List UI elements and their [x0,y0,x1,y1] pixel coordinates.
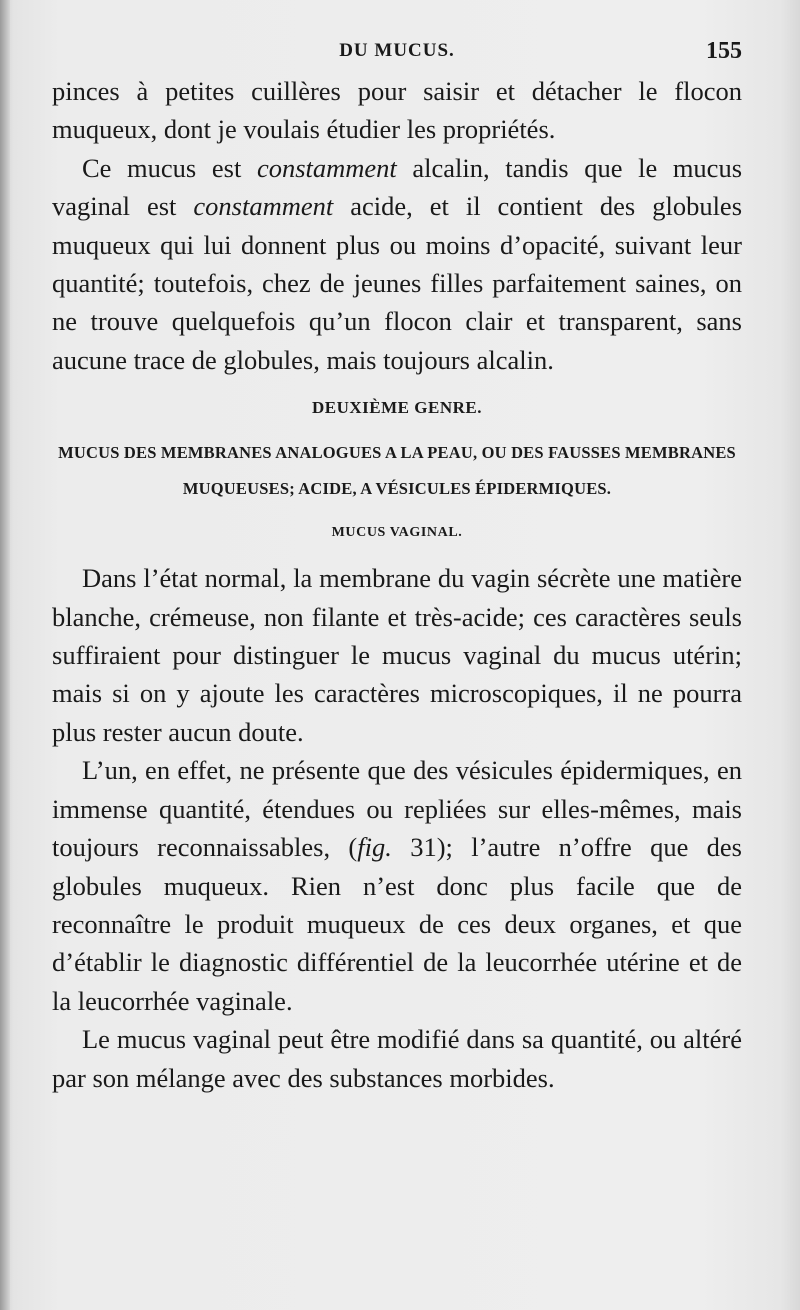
paragraph-normal-state [52,559,742,751]
page-edge-shadow [0,0,10,1310]
paragraph-modification [52,1020,742,1097]
section-heading-title: MUCUS DES MEMBRANES ANALOGUES A LA PEAU, OU DES FAUSSES MEMBRANES MUQUEUSES; ACIDE, A VÉSICULES ÉPIDERMIQUES. [58,443,736,499]
paragraph-5-text: Le mucus vaginal peut être modifié dans sa quantité, ou altéré par son mélange avec des substances morbides. [52,1024,742,1093]
section-heading-genre: DEUXIÈME GENRE. [312,398,482,418]
emphasis-fig: fig. [357,832,392,863]
paragraph-4-text-b: 31); l’autre n’offre que des globules muqueux. Rien n’est donc plus facile que de reconnaître le produit muqueux de ces deux organes, et que d’établir le diagnostic différentiel de la leucorrhée utérine et de la leucorrhée vaginale. [52,832,742,1016]
page-number: 155 [706,38,742,64]
body-text [52,72,742,1097]
section-subheading: MUCUS VAGINAL. [331,525,463,541]
running-head: DU MUCUS. [339,40,455,61]
paragraph-comparison [52,751,742,1020]
emphasis-constamment-1: constamment [256,152,397,183]
paragraph-2-text-a: Ce mucus est [82,152,257,183]
paragraph-1-text: pinces à petites cuillères pour saisir et détacher le flocon muqueux, dont je voulais étudier les propriétés. [52,76,742,145]
paragraph-2-text-b: alcalin, tandis que le mucus vaginal est [52,152,743,222]
paragraph-continuation [52,72,742,149]
paragraph-4-text-a: L’un, en effet, ne présente que des vésicules épidermiques, en immense quantité, étendues ou repliées sur elles-mêmes, mais toujours reconnaissables, ( [52,755,742,863]
emphasis-constamment-2: constamment [193,191,334,222]
paragraph-2-text-c: acide, et il contient des globules muqueux qui lui donnent plus ou moins d’opacité, suivant leur quantité; toutefois, chez de jeunes filles parfaitement saines, on ne trouve quelquefois qu’un flocon clair et transparent, sans aucune trace de globules, mais toujours alcalin. [52,191,743,375]
paragraph-3-text: Dans l’état normal, la membrane du vagin sécrète une matière blanche, crémeuse, non filante et très-acide; ces caractères seuls suffiraient pour distinguer le mucus vaginal du mucus utérin; mais si on y ajoute les caractères microscopiques, il ne pourra plus rester aucun doute. [52,563,742,747]
page-header [52,40,742,76]
paragraph-alkaline [52,149,742,379]
